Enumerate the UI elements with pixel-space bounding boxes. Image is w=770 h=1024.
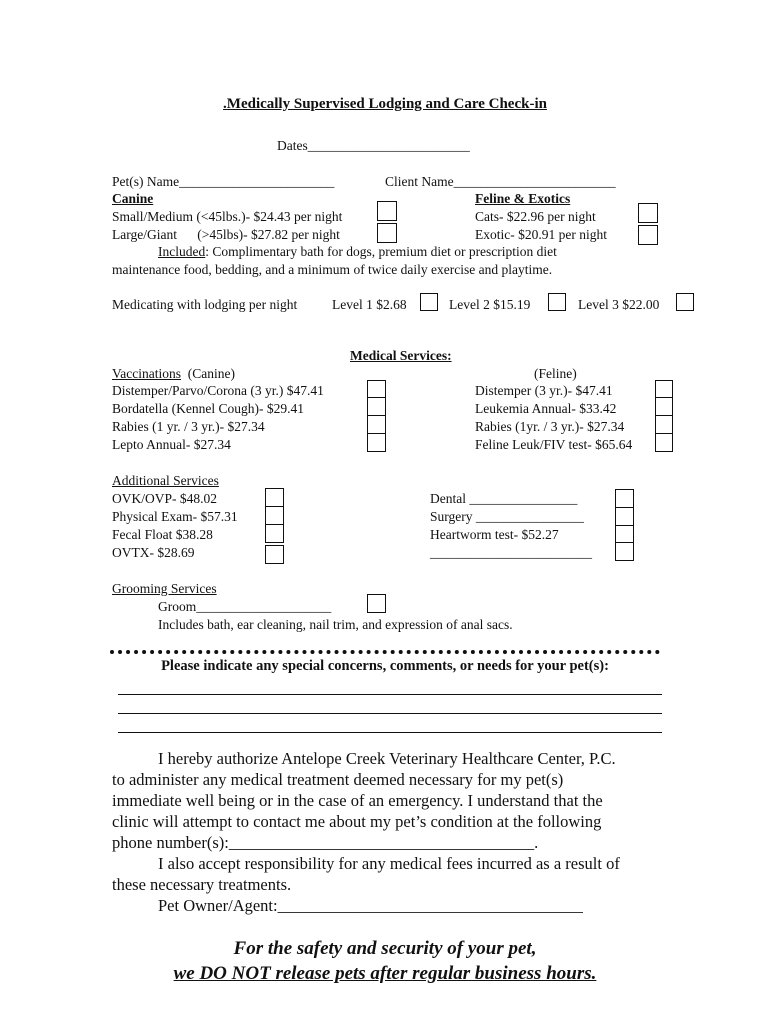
- canine-heading: Canine: [112, 191, 154, 206]
- additional-item: OVK/OVP- $48.02: [112, 491, 218, 506]
- feline-exotic-option: Exotic- $20.91 per night: [475, 227, 607, 242]
- heartworm-item: Heartworm test- $52.27: [430, 527, 559, 542]
- vaccinations-canine-label: [112, 366, 235, 382]
- feline-vacc-item: Feline Leuk/FIV test- $65.64: [475, 437, 633, 452]
- feline-vacc-checkbox[interactable]: [655, 380, 673, 398]
- concerns-heading: Please indicate any special concerns, comments, or needs for your pet(s):: [161, 658, 609, 674]
- feline-vacc-checkbox[interactable]: [655, 397, 673, 416]
- additional-services-heading: Additional Services: [112, 473, 219, 488]
- canine-large-option: Large/Giant (>45lbs)- $27.82 per night: [112, 227, 340, 242]
- surgery-checkbox[interactable]: [615, 507, 634, 526]
- feline-vacc-item: Leukemia Annual- $33.42: [475, 401, 617, 416]
- canine-large-checkbox[interactable]: [377, 223, 397, 243]
- authorization-text: I hereby authorize Antelope Creek Veterinary Healthcare Center, P.C.: [158, 749, 616, 768]
- canine-label: (Canine): [180, 366, 235, 381]
- canine-vacc-item: Lepto Annual- $27.34: [112, 437, 231, 452]
- groom-field[interactable]: Groom____________________: [158, 599, 332, 614]
- feline-exotic-checkbox[interactable]: [638, 225, 658, 245]
- dental-checkbox[interactable]: [615, 489, 634, 508]
- dotted-divider: [110, 650, 660, 654]
- level1-checkbox[interactable]: [420, 293, 438, 311]
- included-line1: [158, 244, 557, 260]
- additional-checkbox[interactable]: [265, 545, 284, 564]
- feline-cats-option: Cats- $22.96 per night: [475, 209, 596, 224]
- authorization-text: to administer any medical treatment deemed necessary for my pet(s): [112, 770, 564, 789]
- feline-vacc-checkbox[interactable]: [655, 433, 673, 452]
- canine-vacc-checkbox[interactable]: [367, 415, 386, 434]
- other-service-checkbox[interactable]: [615, 542, 634, 561]
- footer-notice-line1: For the safety and security of your pet,: [233, 938, 537, 959]
- canine-vacc-item: Distemper/Parvo/Corona (3 yr.) $47.41: [112, 383, 324, 398]
- medicating-level2: Level 2 $15.19: [449, 297, 531, 312]
- phone-number-field[interactable]: phone number(s):_____________________________________.: [112, 833, 539, 852]
- medical-services-heading: Medical Services:: [350, 348, 452, 363]
- vaccinations-label: Vaccinations: [112, 366, 181, 381]
- grooming-includes: Includes bath, ear cleaning, nail trim, and expression of anal sacs.: [158, 617, 513, 632]
- canine-vacc-checkbox[interactable]: [367, 397, 386, 416]
- groom-checkbox[interactable]: [367, 594, 386, 613]
- additional-checkbox[interactable]: [265, 488, 284, 507]
- additional-item: Physical Exam- $57.31: [112, 509, 238, 524]
- medicating-level1: Level 1 $2.68: [332, 297, 407, 312]
- additional-item: Fecal Float $38.28: [112, 527, 213, 542]
- feline-label: (Feline): [534, 366, 577, 381]
- included-text1: : Complimentary bath for dogs, premium diet or prescription diet: [205, 244, 557, 259]
- canine-small-option: Small/Medium (<45lbs.)- $24.43 per night: [112, 209, 343, 224]
- included-line2: maintenance food, bedding, and a minimum of twice daily exercise and playtime.: [112, 262, 553, 277]
- concerns-line[interactable]: [118, 732, 662, 733]
- additional-checkbox[interactable]: [265, 524, 284, 543]
- feline-cats-checkbox[interactable]: [638, 203, 658, 223]
- dental-field[interactable]: Dental ________________: [430, 491, 578, 506]
- level2-checkbox[interactable]: [548, 293, 566, 311]
- concerns-line[interactable]: [118, 713, 662, 714]
- canine-vacc-item: Bordatella (Kennel Cough)- $29.41: [112, 401, 304, 416]
- additional-checkbox[interactable]: [265, 506, 284, 525]
- authorization-text: immediate well being or in the case of an emergency. I understand that the: [112, 791, 603, 810]
- feline-vacc-item: Rabies (1yr. / 3 yr.)- $27.34: [475, 419, 625, 434]
- authorization-text: I also accept responsibility for any medical fees incurred as a result of: [158, 854, 620, 873]
- feline-vacc-checkbox[interactable]: [655, 415, 673, 434]
- level3-checkbox[interactable]: [676, 293, 694, 311]
- canine-vacc-item: Rabies (1 yr. / 3 yr.)- $27.34: [112, 419, 265, 434]
- grooming-heading: Grooming Services: [112, 581, 217, 596]
- canine-vacc-checkbox[interactable]: [367, 433, 386, 452]
- feline-heading: Feline & Exotics: [475, 191, 571, 206]
- concerns-line[interactable]: [118, 694, 662, 695]
- canine-vacc-checkbox[interactable]: [367, 380, 386, 398]
- authorization-text: these necessary treatments.: [112, 875, 292, 894]
- surgery-field[interactable]: Surgery ________________: [430, 509, 584, 524]
- medicating-label: Medicating with lodging per night: [112, 297, 298, 312]
- feline-vacc-item: Distemper (3 yr.)- $47.41: [475, 383, 613, 398]
- owner-signature-field[interactable]: Pet Owner/Agent:_____________________________________: [158, 896, 583, 915]
- authorization-text: clinic will attempt to contact me about my pet’s condition at the following: [112, 812, 602, 831]
- client-name-field[interactable]: Client Name________________________: [385, 174, 616, 189]
- medicating-level3: Level 3 $22.00: [578, 297, 660, 312]
- page-title: .Medically Supervised Lodging and Care Check-in: [223, 96, 547, 112]
- pet-name-field[interactable]: Pet(s) Name_______________________: [112, 174, 335, 189]
- dates-field[interactable]: Dates________________________: [277, 138, 470, 153]
- additional-item: OVTX- $28.69: [112, 545, 195, 560]
- included-label: Included: [158, 244, 206, 259]
- canine-small-checkbox[interactable]: [377, 201, 397, 221]
- footer-notice-line2: we DO NOT release pets after regular business hours.: [173, 963, 597, 984]
- other-service-field[interactable]: ________________________: [430, 545, 592, 560]
